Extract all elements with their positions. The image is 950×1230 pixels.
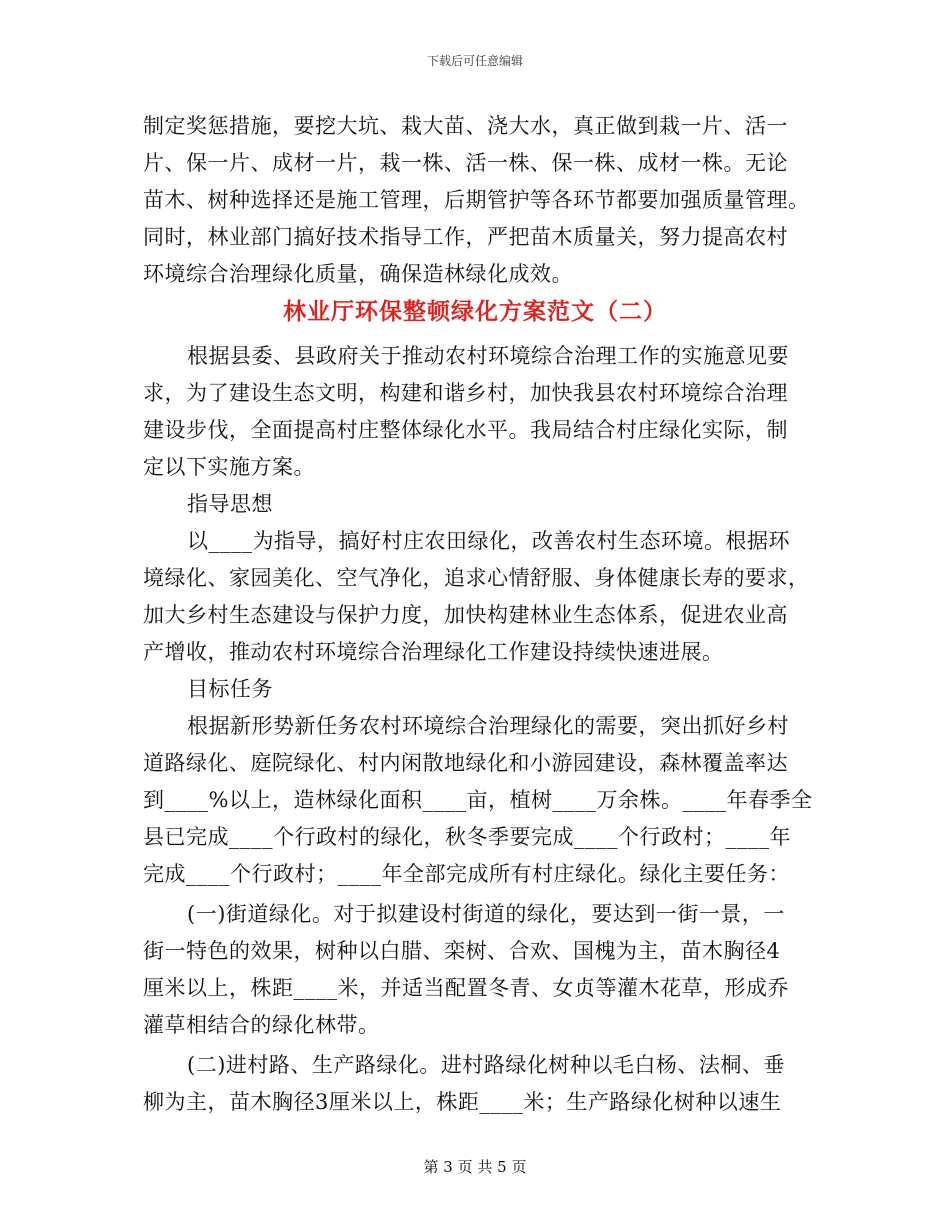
paragraph-line: (一)街道绿化。对于拟建设村街道的绿化，要达到一街一景，一 <box>187 902 785 926</box>
page-number: 第 3 页 共 5 页 <box>423 1158 527 1176</box>
paragraph-line: 同时，林业部门搞好技术指导工作，严把苗木质量关，努力提高农村 <box>143 225 788 249</box>
paragraph-line: 柳为主，苗木胸径3厘米以上，株距____米；生产路绿化树种以速生 <box>143 1090 782 1114</box>
paragraph-line: 街一特色的效果，树种以白腊、栾树、合欢、国槐为主，苗木胸径4 <box>143 939 781 963</box>
paragraph-line: 灌草相结合的绿化林带。 <box>143 1013 380 1037</box>
subheading-target-tasks: 目标任务 <box>187 677 273 701</box>
paragraph-line: 苗木、树种选择还是施工管理，后期管护等各环节都要加强质量管理。 <box>143 188 810 212</box>
paragraph-line: 环境综合治理绿化质量，确保造林绿化成效。 <box>143 262 573 286</box>
paragraph-line: 道路绿化、庭院绿化、村内闲散地绿化和小游园建设，森林覆盖率达 <box>143 751 788 775</box>
paragraph-line: 完成____个行政村；____年全部完成所有村庄绿化。绿化主要任务： <box>143 862 790 886</box>
paragraph-line: 以____为指导，搞好村庄农田绿化，改善农村生态环境。根据环 <box>187 529 790 553</box>
paragraph-line: 片、保一片、成材一片，栽一株、活一株、保一株、成材一株。无论 <box>143 151 788 175</box>
paragraph-line: 厘米以上，株距____米，并适当配置冬青、女贞等灌木花草，形成乔 <box>143 976 789 1000</box>
paragraph-line: 加大乡村生态建设与保护力度，加快构建林业生态体系，促进农业高 <box>143 603 788 627</box>
paragraph-line: 制定奖惩措施，要挖大坑、栽大苗、浇大水，真正做到栽一片、活一 <box>143 114 788 138</box>
paragraph-line: 到____%以上，造林绿化面积____亩，植树____万余株。____年春季全 <box>143 788 813 812</box>
page-header: 下载后可任意编辑 <box>426 54 523 68</box>
paragraph-line: 求，为了建设生态文明，构建和谐乡村，加快我县农村环境综合治理 <box>143 381 788 405</box>
section-title: 林业厅环保整顿绿化方案范文（二） <box>283 298 667 325</box>
paragraph-line: 境绿化、家园美化、空气净化，追求心情舒服、身体健康长寿的要求， <box>143 566 810 590</box>
paragraph-line: 县已完成____个行政村的绿化，秋冬季要完成____个行政村；____年 <box>143 825 791 849</box>
paragraph-line: 产增收，推动农村环境综合治理绿化工作建设持续快速进展。 <box>143 640 724 664</box>
paragraph-line: 定以下实施方案。 <box>143 455 315 479</box>
paragraph-line: 根据新形势新任务农村环境综合治理绿化的需要，突出抓好乡村 <box>187 714 789 738</box>
paragraph-line: 建设步伐，全面提高村庄整体绿化水平。我局结合村庄绿化实际，制 <box>143 418 788 442</box>
paragraph-line: 根据县委、县政府关于推动农村环境综合治理工作的实施意见要 <box>187 344 789 368</box>
subheading-guiding-ideology: 指导思想 <box>187 492 273 516</box>
paragraph-line: (二)进村路、生产路绿化。进村路绿化树种以毛白杨、法桐、垂 <box>187 1053 785 1077</box>
